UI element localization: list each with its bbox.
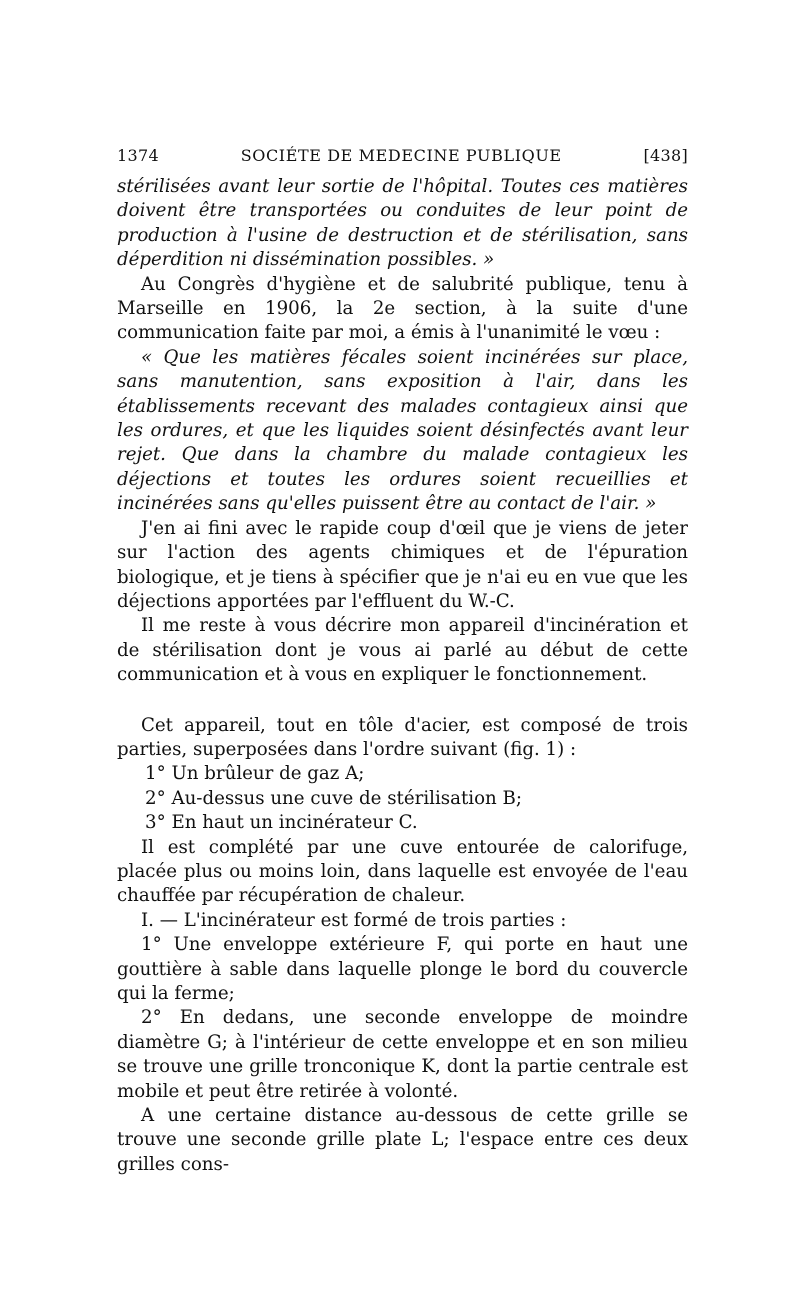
paragraph: stérilisées avant leur sortie de l'hôpital. Toutes ces matières doivent être transportées ou conduites de leur point de production à l'usine de destruction et de stérilisation, sans déperdition ni dissémination possibles. » xyxy=(117,176,688,271)
bracket-number: [438] xyxy=(643,146,688,165)
list-item: 2° Au-dessus une cuve de stérilisation B; xyxy=(145,787,523,809)
paragraph: Cet appareil, tout en tôle d'acier, est composé de trois parties, superposées dans l'ordre suivant (fig. 1) : xyxy=(117,714,688,760)
section-gap xyxy=(117,688,688,714)
running-header xyxy=(117,146,688,165)
quoted-resolution: « Que les matières fécales soient incinérées sur place, sans manutention, sans exposition à l'air, dans les établissements recevant des malades contagieux ainsi que les ordures, et que les liquides soient désinfectés avant leur rejet. Que dans la chambre du malade contagieux les déjections et toutes les ordures soient recueillies et incinérées sans qu'elles puissent être au contact de l'air. » xyxy=(117,346,688,515)
paragraph: Il me reste à vous décrire mon appareil d'incinération et de stérilisation dont je vous ai parlé au début de cette communication et à vous en expliquer le fonctionnement. xyxy=(117,615,688,686)
list-item: 3° En haut un incinérateur C. xyxy=(145,812,418,834)
paragraph: Il est complété par une cuve entourée de calorifuge, placée plus ou moins loin, dans laquelle est envoyée de l'eau chauffée par récupération de chaleur. xyxy=(117,836,688,907)
page-number: 1374 xyxy=(117,146,159,165)
paragraph: 1° Une enveloppe extérieure F, qui porte en haut une gouttière à sable dans laquelle plonge le bord du couvercle qui la ferme; xyxy=(117,934,688,1004)
paragraph: Au Congrès d'hygiène et de salubrité publique, tenu à Marseille en 1906, la 2e section, à la suite d'une communication faite par moi, a émis à l'unanimité le vœu : xyxy=(117,273,688,344)
body-text xyxy=(117,175,688,1177)
paragraph: A une certaine distance au-dessous de cette grille se trouve une seconde grille plate L; l'espace entre ces deux grilles cons- xyxy=(117,1105,688,1175)
running-title: SOCIÉTE DE MEDECINE PUBLIQUE xyxy=(240,146,562,165)
paragraph: J'en ai fini avec le rapide coup d'œil que je viens de jeter sur l'action des agents chimiques et de l'épuration biologique, et je tiens à spécifier que je n'ai eu en vue que les déjections apportées par l'effluent du W.-C. xyxy=(117,517,688,612)
section-heading: I. — L'incinérateur est formé de trois parties : xyxy=(141,909,567,931)
list-item: 1° Un brûleur de gaz A; xyxy=(145,763,365,785)
paragraph: 2° En dedans, une seconde enveloppe de moindre diamètre G; à l'intérieur de cette enveloppe et en son milieu se trouve une grille tronconique K, dont la partie centrale est mobile et peut être retirée à volonté. xyxy=(117,1007,688,1102)
